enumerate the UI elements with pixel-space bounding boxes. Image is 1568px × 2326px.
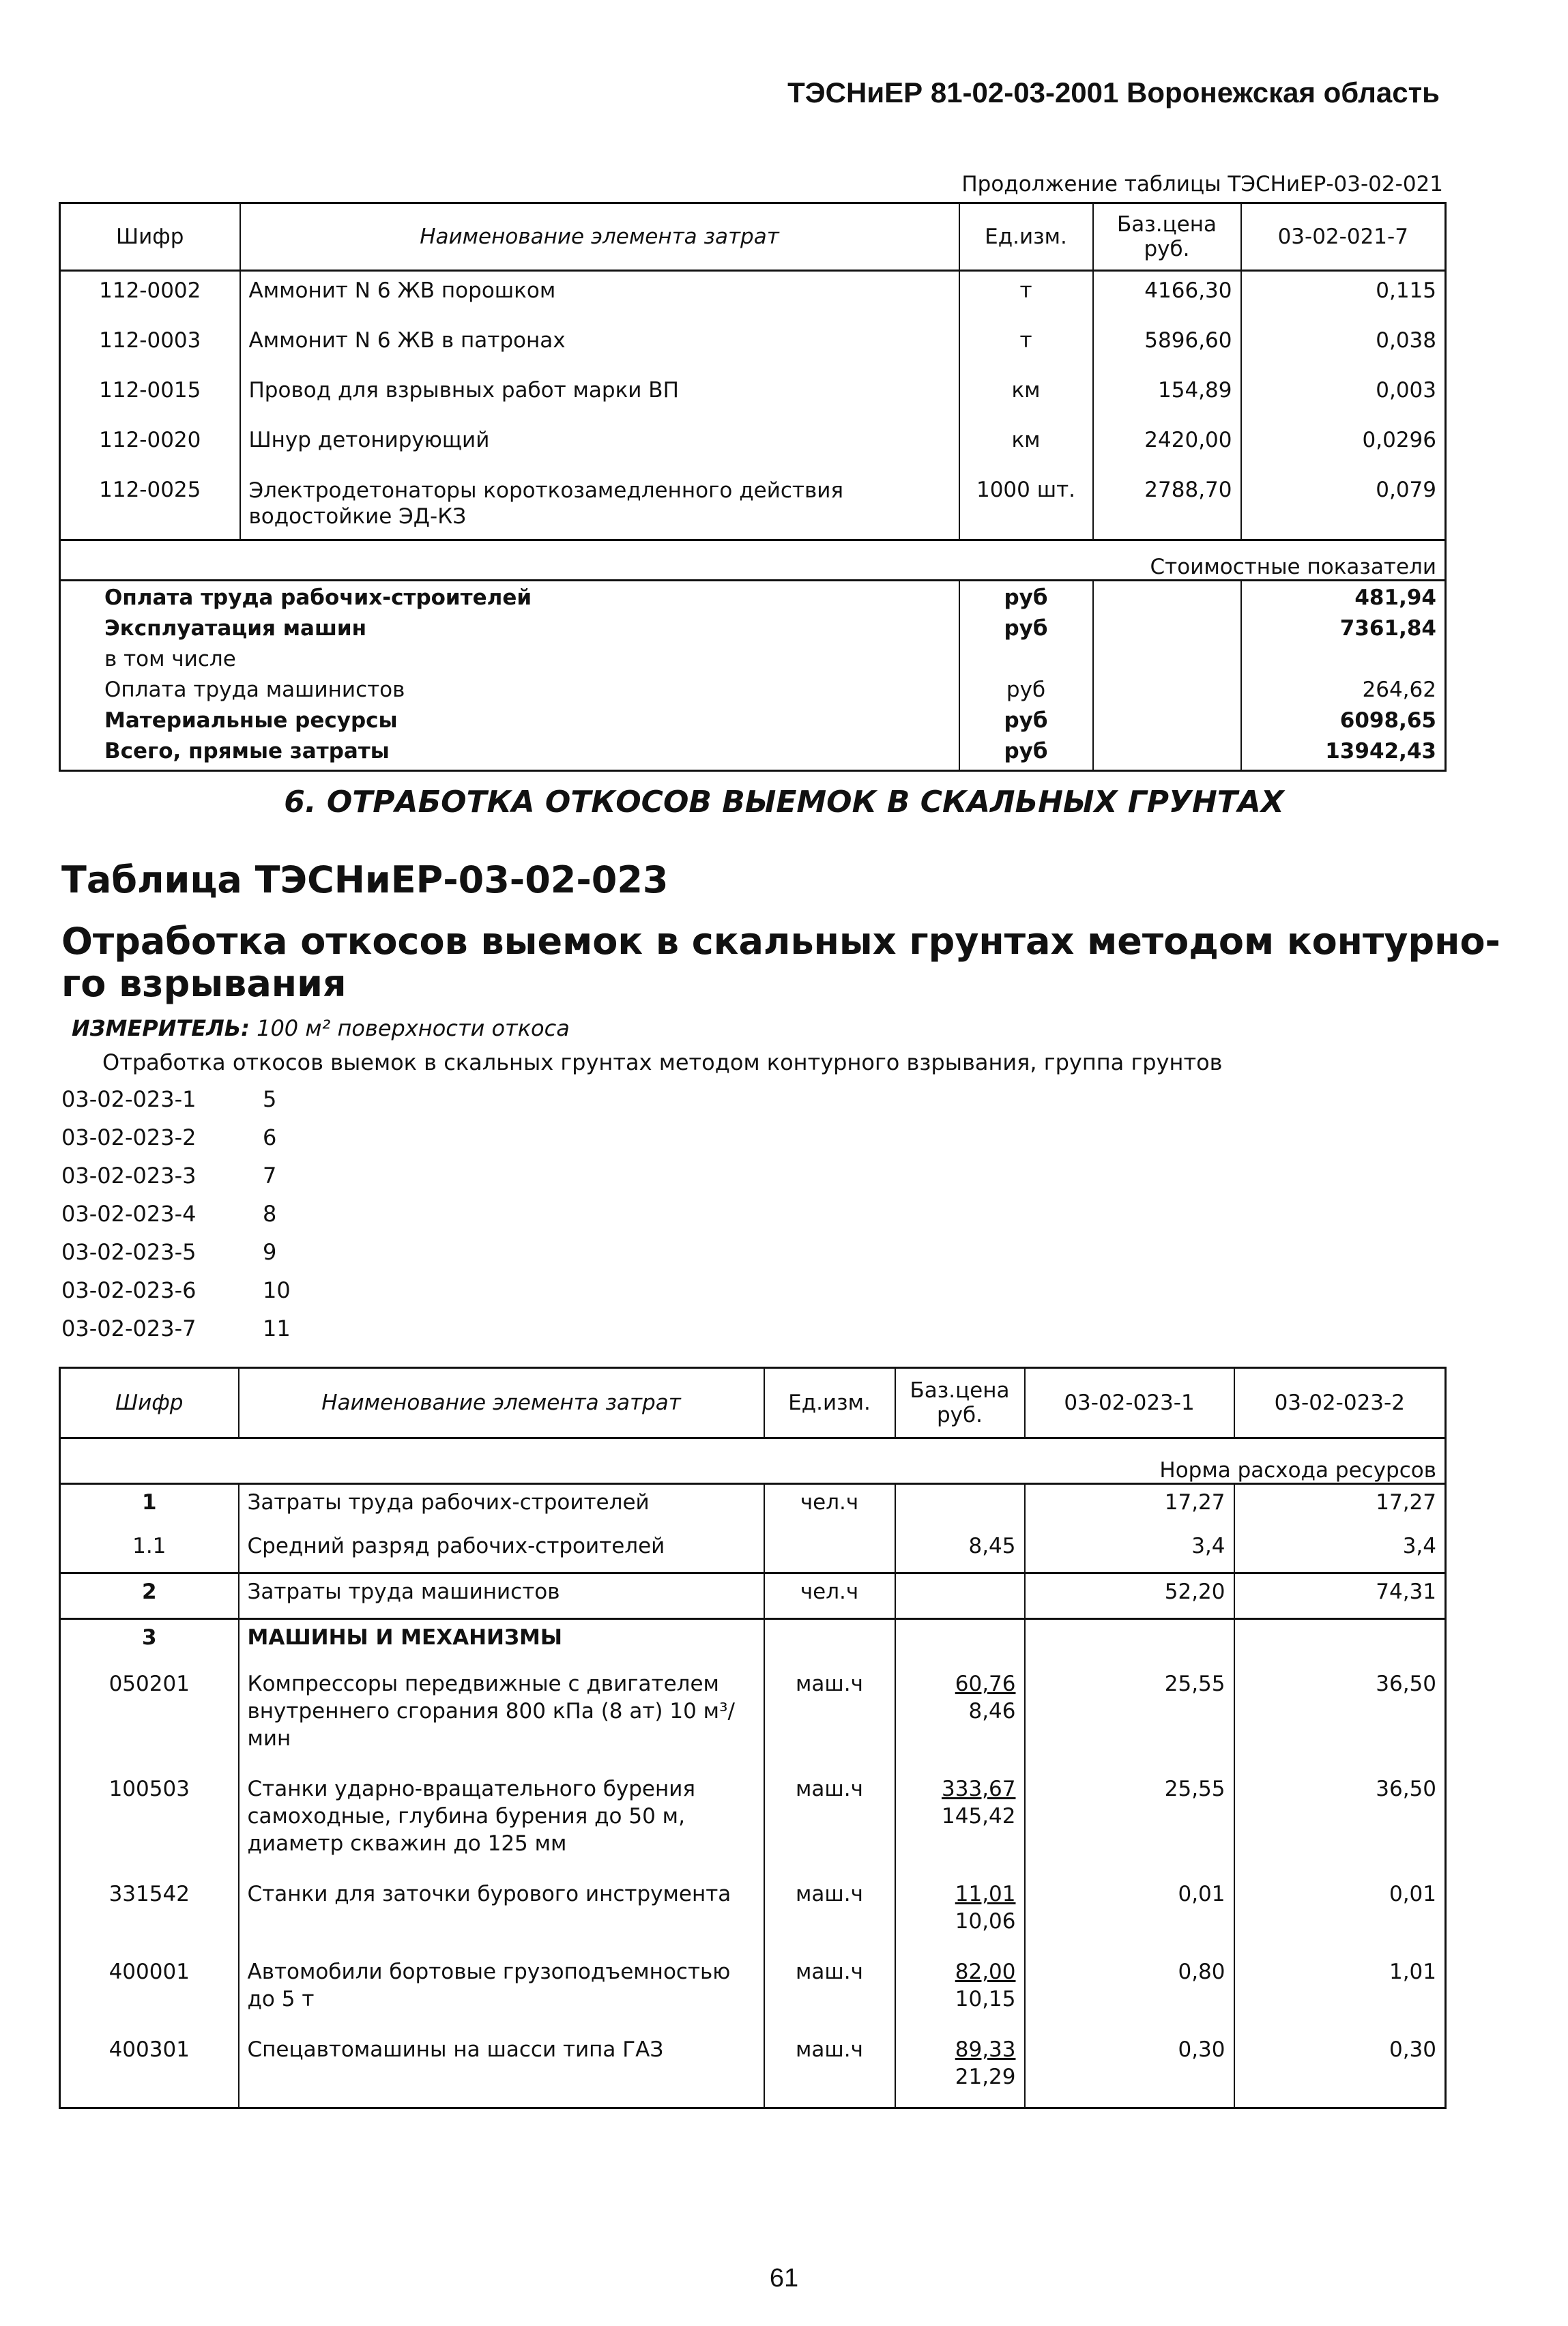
cell-norm-1: 25,55 xyxy=(1025,1663,1234,1769)
cell-norm-2: 3,4 xyxy=(1234,1528,1446,1573)
code-group: 7 xyxy=(263,1163,277,1189)
cell-code: 112-0025 xyxy=(60,471,240,540)
price-current: 333,67 xyxy=(942,1777,1016,1801)
summary-unit: руб xyxy=(959,616,1093,647)
cell-norm-2: 74,31 xyxy=(1234,1573,1446,1619)
summary-label: в том числе xyxy=(60,647,959,678)
column-header-name: Наименование элемента затрат xyxy=(239,1368,764,1438)
table-row xyxy=(60,1619,1446,1664)
price-current: 89,33 xyxy=(955,2037,1016,2062)
code-group: 5 xyxy=(263,1086,277,1112)
code-line xyxy=(61,1124,277,1150)
code-group: 6 xyxy=(263,1124,277,1150)
table-row xyxy=(60,1484,1446,1529)
cell-code: 112-0015 xyxy=(60,371,240,421)
table-row xyxy=(60,2029,1446,2108)
cell-norm-2 xyxy=(1234,1619,1446,1664)
summary-row xyxy=(60,678,1446,708)
summary-label: Всего, прямые затраты xyxy=(60,739,959,771)
column-header-code: Шифр xyxy=(60,203,240,271)
summary-row xyxy=(60,739,1446,771)
summary-row xyxy=(60,708,1446,739)
cell-unit: т xyxy=(959,271,1093,322)
summary-row xyxy=(60,581,1446,617)
cell-unit: маш.ч xyxy=(764,2029,895,2108)
table-row xyxy=(60,1769,1446,1874)
cell-code: 1 xyxy=(60,1484,239,1529)
cell-price: 8,45 xyxy=(895,1528,1025,1573)
cell-norm-2: 0,30 xyxy=(1234,2029,1446,2108)
table-title: Таблица ТЭСНиЕР-03-02-023 xyxy=(61,858,669,901)
cell-unit xyxy=(764,1528,895,1573)
cell-name: Аммонит N 6 ЖВ в патронах xyxy=(240,321,959,371)
cell-norm-1 xyxy=(1025,1619,1234,1664)
price-current: 60,76 xyxy=(955,1672,1016,1696)
cell-norm-2: 36,50 xyxy=(1234,1769,1446,1874)
code-line xyxy=(61,1277,291,1303)
column-header-unit: Ед.изм. xyxy=(959,203,1093,271)
summary-label: Оплата труда рабочих-строителей xyxy=(60,581,959,617)
code-id: 03-02-023-2 xyxy=(61,1124,197,1150)
price-wage: 145,42 xyxy=(942,1804,1016,1829)
code-group: 10 xyxy=(263,1277,291,1303)
cell-norm-2: 1,01 xyxy=(1234,1951,1446,2029)
cell-price: 2420,00 xyxy=(1093,421,1241,471)
column-header-unit: Ед.изм. xyxy=(764,1368,895,1438)
cell-price: 4166,30 xyxy=(1093,271,1241,322)
work-title-line-1: Отработка откосов выемок в скальных грунтах методом контурно- xyxy=(61,920,1500,963)
table-header-row xyxy=(60,1368,1446,1438)
cell-unit: км xyxy=(959,371,1093,421)
cell-norm-1: 0,80 xyxy=(1025,1951,1234,2029)
code-id: 03-02-023-5 xyxy=(61,1239,197,1265)
table-header-row xyxy=(60,203,1446,271)
summary-unit: руб xyxy=(959,678,1093,708)
table-row xyxy=(60,1663,1446,1769)
cell-name: Средний разряд рабочих-строителей xyxy=(239,1528,764,1573)
cell-name: МАШИНЫ И МЕХАНИЗМЫ xyxy=(239,1619,764,1664)
code-line xyxy=(61,1201,277,1227)
cell-price: 2788,70 xyxy=(1093,471,1241,540)
document-header: ТЭСНиЕР 81-02-03-2001 Воронежская область xyxy=(787,76,1440,108)
cell-norm: 0,038 xyxy=(1241,321,1446,371)
summary-row xyxy=(60,647,1446,678)
cell-name: Провод для взрывных работ марки ВП xyxy=(240,371,959,421)
cost-section-label: Стоимостные показатели xyxy=(1093,540,1446,581)
table-row xyxy=(60,1573,1446,1619)
table-row xyxy=(60,321,1446,371)
cell-name: Затраты труда машинистов xyxy=(239,1573,764,1619)
summary-value: 13942,43 xyxy=(1241,739,1446,771)
summary-value xyxy=(1241,647,1446,678)
cell-name: Аммонит N 6 ЖВ порошком xyxy=(240,271,959,322)
summary-unit: руб xyxy=(959,581,1093,617)
summary-value: 264,62 xyxy=(1241,678,1446,708)
cell-code: 331542 xyxy=(60,1874,239,1951)
cell-norm-1: 17,27 xyxy=(1025,1484,1234,1529)
column-header-price: Баз.цена руб. xyxy=(895,1368,1025,1438)
price-wage: 10,15 xyxy=(955,1987,1016,2011)
cell-price xyxy=(895,1484,1025,1529)
section-title: 6. ОТРАБОТКА ОТКОСОВ ВЫЕМОК В СКАЛЬНЫХ ГРУНТАХ xyxy=(284,785,1284,819)
summary-label: Оплата труда машинистов xyxy=(60,678,959,708)
cell-unit: т xyxy=(959,321,1093,371)
summary-unit: руб xyxy=(959,708,1093,739)
cell-norm-1: 52,20 xyxy=(1025,1573,1234,1619)
cell-unit: маш.ч xyxy=(764,1663,895,1769)
cell-price: 154,89 xyxy=(1093,371,1241,421)
cell-name: Автомобили бортовые грузоподъемностью до 5 т xyxy=(239,1951,764,2029)
cell-unit: маш.ч xyxy=(764,1874,895,1951)
cell-norm: 0,115 xyxy=(1241,271,1446,322)
price-wage: 10,06 xyxy=(955,1909,1016,1934)
summary-value: 7361,84 xyxy=(1241,616,1446,647)
cell-norm: 0,0296 xyxy=(1241,421,1446,471)
table-row xyxy=(60,471,1446,540)
resources-table-021 xyxy=(59,202,1447,772)
code-group: 8 xyxy=(263,1201,277,1227)
price-wage: 21,29 xyxy=(955,2065,1016,2089)
summary-unit xyxy=(959,647,1093,678)
norm-section-row xyxy=(60,1438,1446,1484)
table-row xyxy=(60,1951,1446,2029)
page-number: 61 xyxy=(769,2264,799,2293)
norm-section-label: Норма расхода ресурсов xyxy=(1025,1438,1446,1484)
summary-label: Эксплуатация машин xyxy=(60,616,959,647)
cell-code: 2 xyxy=(60,1573,239,1619)
cell-price xyxy=(895,1769,1025,1874)
price-current: 82,00 xyxy=(955,1960,1016,1984)
table-row xyxy=(60,371,1446,421)
code-id: 03-02-023-3 xyxy=(61,1163,197,1189)
cell-code: 1.1 xyxy=(60,1528,239,1573)
cell-norm-2: 17,27 xyxy=(1234,1484,1446,1529)
cell-norm: 0,003 xyxy=(1241,371,1446,421)
summary-value: 6098,65 xyxy=(1241,708,1446,739)
cost-section-row xyxy=(60,540,1446,581)
cell-unit: маш.ч xyxy=(764,1769,895,1874)
table-row xyxy=(60,1528,1446,1573)
resources-table-023 xyxy=(59,1367,1447,2109)
cell-norm-2: 36,50 xyxy=(1234,1663,1446,1769)
cell-name: Станки для заточки бурового инструмента xyxy=(239,1874,764,1951)
cell-price xyxy=(895,1573,1025,1619)
code-id: 03-02-023-4 xyxy=(61,1201,197,1227)
code-group: 9 xyxy=(263,1239,277,1265)
cell-norm-2: 0,01 xyxy=(1234,1874,1446,1951)
work-description: Отработка откосов выемок в скальных грунтах методом контурного взрывания, группа грунтов xyxy=(102,1049,1223,1075)
cell-price xyxy=(895,1663,1025,1769)
cell-norm-1: 0,30 xyxy=(1025,2029,1234,2108)
cell-unit: км xyxy=(959,421,1093,471)
cell-name: Электродетонаторы короткозамедленного действия водостойкие ЭД-КЗ xyxy=(240,471,959,540)
column-header-norm-2: 03-02-023-2 xyxy=(1234,1368,1446,1438)
summary-label: Материальные ресурсы xyxy=(60,708,959,739)
summary-unit: руб xyxy=(959,739,1093,771)
cell-norm-1: 3,4 xyxy=(1025,1528,1234,1573)
work-title-line-2: го взрывания xyxy=(61,962,347,1005)
code-id: 03-02-023-7 xyxy=(61,1315,197,1341)
cell-price xyxy=(895,1951,1025,2029)
cell-code: 3 xyxy=(60,1619,239,1664)
cell-unit: 1000 шт. xyxy=(959,471,1093,540)
code-line xyxy=(61,1163,277,1189)
cell-name: Станки ударно-вращательного бурения самоходные, глубина бурения до 50 м, диаметр скважин до 125 мм xyxy=(239,1769,764,1874)
code-id: 03-02-023-1 xyxy=(61,1086,197,1112)
column-header-norm-1: 03-02-023-1 xyxy=(1025,1368,1234,1438)
cell-price xyxy=(895,2029,1025,2108)
column-header-price: Баз.цена руб. xyxy=(1093,203,1241,271)
cell-norm: 0,079 xyxy=(1241,471,1446,540)
price-current: 11,01 xyxy=(955,1882,1016,1906)
cell-code: 400301 xyxy=(60,2029,239,2108)
cell-name: Шнур детонирующий xyxy=(240,421,959,471)
cell-unit: чел.ч xyxy=(764,1573,895,1619)
column-header-code: Шифр xyxy=(60,1368,239,1438)
summary-value: 481,94 xyxy=(1241,581,1446,617)
cell-price xyxy=(895,1619,1025,1664)
code-id: 03-02-023-6 xyxy=(61,1277,197,1303)
cell-code: 100503 xyxy=(60,1769,239,1874)
cell-code: 050201 xyxy=(60,1663,239,1769)
table-row xyxy=(60,421,1446,471)
table-row xyxy=(60,1874,1446,1951)
cell-price: 5896,60 xyxy=(1093,321,1241,371)
table-row xyxy=(60,271,1446,322)
column-header-name: Наименование элемента затрат xyxy=(240,203,959,271)
column-header-norm: 03-02-021-7 xyxy=(1241,203,1446,271)
cell-name: Компрессоры передвижные с двигателем внутреннего сгорания 800 кПа (8 ат) 10 м³/мин xyxy=(239,1663,764,1769)
cell-unit xyxy=(764,1619,895,1664)
code-line xyxy=(61,1086,277,1112)
cell-unit: чел.ч xyxy=(764,1484,895,1529)
measure-label: ИЗМЕРИТЕЛЬ: xyxy=(72,1015,250,1041)
code-group: 11 xyxy=(263,1315,291,1341)
cell-price xyxy=(895,1874,1025,1951)
code-line xyxy=(61,1239,277,1265)
table-continuation-note: Продолжение таблицы ТЭСНиЕР-03-02-021 xyxy=(961,172,1443,197)
cell-name: Затраты труда рабочих-строителей xyxy=(239,1484,764,1529)
cell-code: 112-0003 xyxy=(60,321,240,371)
cell-code: 400001 xyxy=(60,1951,239,2029)
code-line xyxy=(61,1315,291,1341)
measure-line xyxy=(72,1015,570,1041)
cell-name: Спецавтомашины на шасси типа ГАЗ xyxy=(239,2029,764,2108)
cell-code: 112-0002 xyxy=(60,271,240,322)
cell-norm-1: 0,01 xyxy=(1025,1874,1234,1951)
cell-unit: маш.ч xyxy=(764,1951,895,2029)
measure-value: 100 м² поверхности откоса xyxy=(257,1015,570,1041)
cell-norm-1: 25,55 xyxy=(1025,1769,1234,1874)
summary-row xyxy=(60,616,1446,647)
price-wage: 8,46 xyxy=(968,1699,1016,1724)
cell-code: 112-0020 xyxy=(60,421,240,471)
